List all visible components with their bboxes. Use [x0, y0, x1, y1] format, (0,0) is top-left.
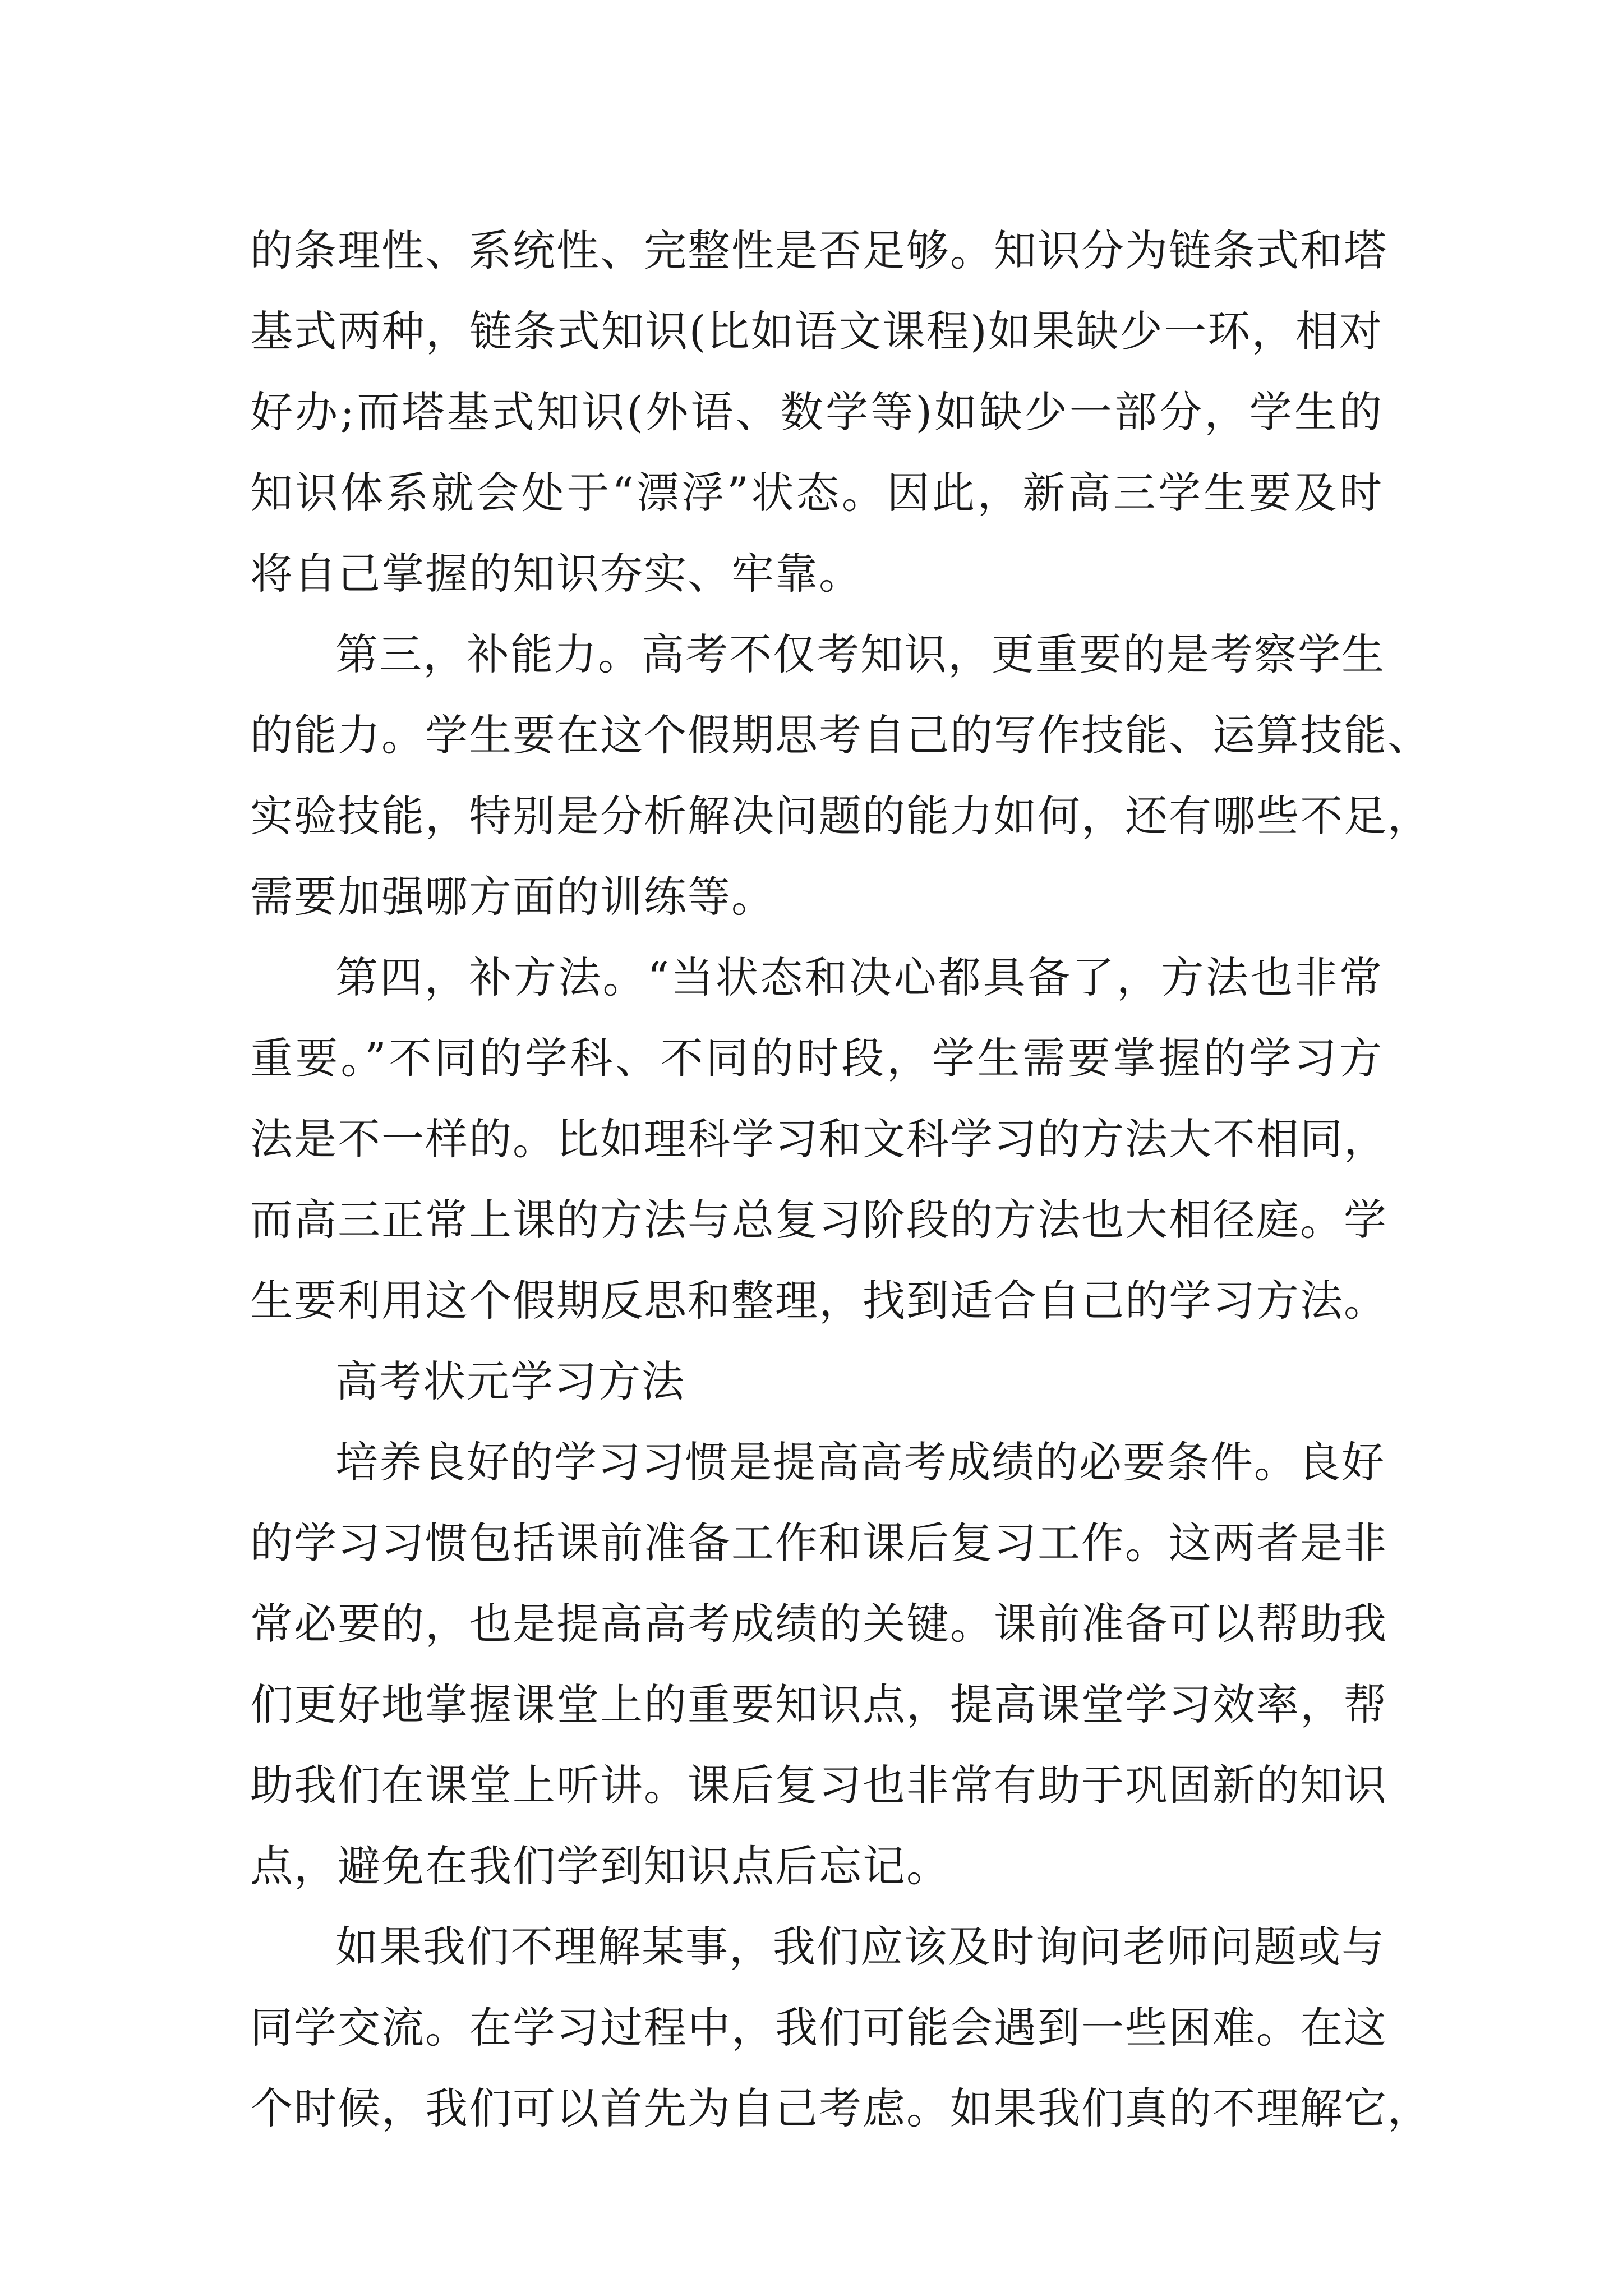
- paragraph: [250, 210, 1387, 614]
- text-line: 点，避免在我们学到知识点后忘记。: [250, 1841, 950, 1891]
- text-line: 的学习习惯包括课前准备工作和课后复习工作。这两者是非: [250, 1518, 1387, 1568]
- section-heading: 高考状元学习方法: [335, 1356, 685, 1406]
- text-line: 重要。”不同的学科、不同的时段，学生需要掌握的学习方: [250, 1033, 1383, 1083]
- text-line: 培养良好的学习习惯是提高高考成绩的必要条件。良好: [335, 1437, 1385, 1487]
- text-line: 好办;而塔基式知识(外语、数学等)如缺少一部分，学生的: [250, 387, 1383, 437]
- text-line: 个时候，我们可以首先为自己考虑。如果我们真的不理解它，: [250, 2083, 1431, 2133]
- text-line: 法是不一样的。比如理科学习和文科学习的方法大不相同，: [250, 1114, 1387, 1164]
- text-line: 第四，补方法。“当状态和决心都具备了，方法也非常: [335, 953, 1383, 1002]
- text-line: 基式两种，链条式知识(比如语文课程)如果缺少一环，相对: [250, 306, 1383, 356]
- text-line: 实验技能，特别是分析解决问题的能力如何，还有哪些不足，: [250, 791, 1431, 841]
- text-line: 知识体系就会处于“漂浮”状态。因此，新高三学生要及时: [250, 468, 1383, 518]
- text-line: 同学交流。在学习过程中，我们可能会遇到一些困难。在这: [250, 2003, 1387, 2053]
- paragraph: [250, 614, 1431, 937]
- paragraph: [250, 1907, 1431, 2149]
- text-line: 而高三正常上课的方法与总复习阶段的方法也大相径庭。学: [250, 1195, 1387, 1245]
- text-line: 们更好地掌握课堂上的重要知识点，提高课堂学习效率，帮: [250, 1680, 1387, 1729]
- text-line: 的条理性、系统性、完整性是否足够。知识分为链条式和塔: [250, 226, 1387, 275]
- document-body: [250, 210, 1431, 2149]
- paragraph: [250, 1422, 1387, 1907]
- text-line: 将自己掌握的知识夯实、牢靠。: [250, 549, 863, 599]
- text-line: 生要利用这个假期反思和整理，找到适合自己的学习方法。: [250, 1276, 1387, 1326]
- text-line: 如果我们不理解某事，我们应该及时询问老师问题或与: [335, 1922, 1385, 1972]
- text-line: 需要加强哪方面的训练等。: [250, 872, 775, 922]
- paragraph: [250, 937, 1387, 1341]
- text-line: 助我们在课堂上听讲。课后复习也非常有助于巩固新的知识: [250, 1760, 1387, 1810]
- text-line: 第三，补能力。高考不仅考知识，更重要的是考察学生: [335, 629, 1385, 679]
- text-line: 常必要的，也是提高高考成绩的关键。课前准备可以帮助我: [250, 1599, 1387, 1649]
- text-line: 的能力。学生要在这个假期思考自己的写作技能、运算技能、: [250, 710, 1431, 760]
